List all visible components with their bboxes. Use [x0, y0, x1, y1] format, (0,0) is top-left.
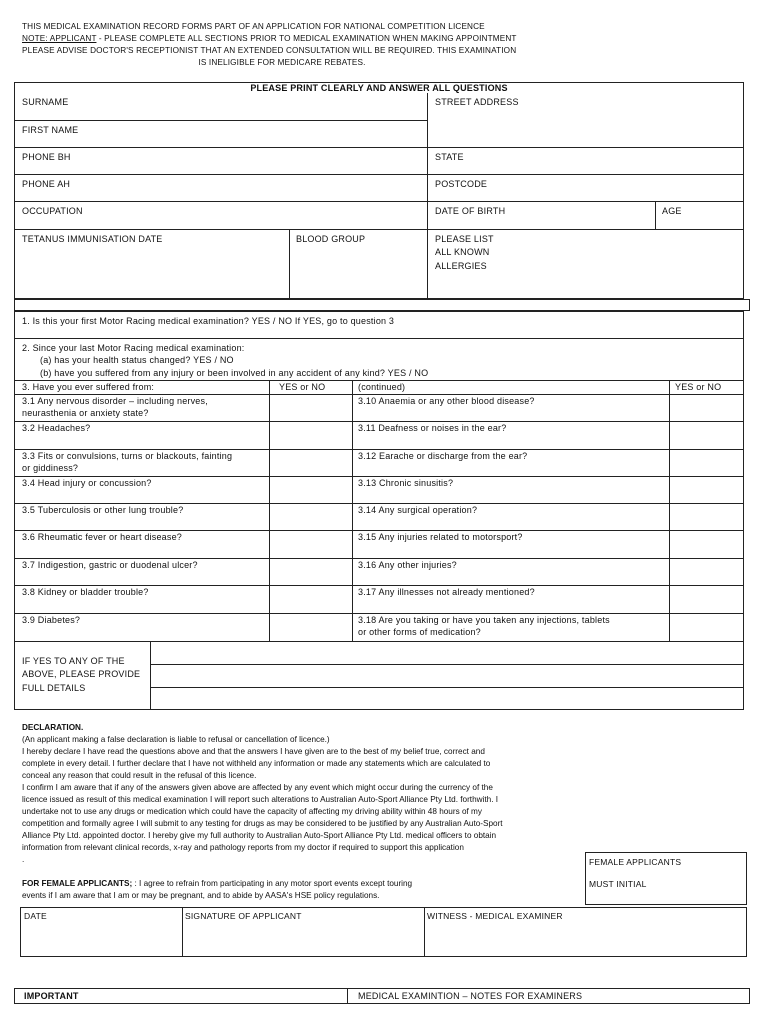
allergies-label-1[interactable]: PLEASE LIST: [435, 234, 494, 244]
surname-label[interactable]: SURNAME: [22, 97, 69, 107]
answer-cell-right[interactable]: [670, 477, 743, 502]
question-left-text: 3.7 Indigestion, gastric or duodenal ulcer?: [22, 560, 198, 570]
declaration-line: information from relevant clinical records, x-ray and pathology reports from my doctor if required to support this application: [22, 843, 464, 852]
question-left-text: 3.5 Tuberculosis or other lung trouble?: [22, 505, 184, 515]
answer-cell-left[interactable]: [270, 450, 351, 475]
blood-group-label[interactable]: BLOOD GROUP: [296, 234, 366, 244]
question-left-text: 3.6 Rheumatic fever or heart disease?: [22, 532, 182, 542]
declaration-line: licence issued as result of this medical examination I will report such alterations to Australian Auto-Sport Alliance Pty Ltd. forthwith. I: [22, 795, 499, 804]
female-applicants-text-1: : I agree to refrain from participating in any motor sport events except touring: [132, 879, 413, 888]
header-line-1: THIS MEDICAL EXAMINATION RECORD FORMS PART OF AN APPLICATION FOR NATIONAL COMPETITION LICENCE: [22, 22, 485, 31]
grid-row-line: [14, 449, 744, 450]
important-label: IMPORTANT: [24, 991, 79, 1001]
allergies-label-3: ALLERGIES: [435, 261, 487, 271]
question-right-text: 3.12 Earache or discharge from the ear?: [358, 451, 528, 461]
declaration-line: conceal any reason that could result in the refusal of this licence.: [22, 771, 257, 780]
female-applicants-text-2: events if I am aware that I am or may be pregnant, and to abide by AASA's HSE policy regulations.: [22, 891, 380, 900]
state-label[interactable]: STATE: [435, 152, 464, 162]
answer-cell-left[interactable]: [270, 477, 351, 502]
declaration-title: DECLARATION.: [22, 723, 84, 732]
answer-cell-left[interactable]: [270, 504, 351, 529]
declaration-line: competition and formally agree I will submit to any testing for drugs as may be considered to be justified by any Australian Auto-Sport: [22, 819, 503, 828]
question-right-text: 3.14 Any surgical operation?: [358, 505, 478, 515]
signature-box: [20, 907, 747, 957]
note-label: NOTE: APPLICANT: [22, 34, 97, 43]
grid-row-line: [14, 421, 744, 422]
declaration-line: I hereby declare I have read the questions above and that the answers I have given are to the best of my belief true, correct and: [22, 747, 485, 756]
declaration-line: Alliance Pty Ltd. appointed doctor. I hereby give my full authority to Australian Auto-Sport Alliance Pty Ltd. medical officers to obtain: [22, 831, 497, 840]
grid-row-line: [14, 613, 744, 614]
question-right-text: or other forms of medication?: [358, 627, 481, 637]
declaration-line: undertake not to use any drugs or medication which could have the capacity of affecting my driving ability within 48 hours of my: [22, 807, 482, 816]
declaration-line: I confirm I am aware that if any of the answers given above are affected by any event which might occur during the currency of the: [22, 783, 493, 792]
header-line-3: PLEASE ADVISE DOCTOR'S RECEPTIONIST THAT AN EXTENDED CONSULTATION WILL BE REQUIRED. THIS EXAMINATION: [22, 46, 517, 55]
spacer-strip: [14, 299, 750, 311]
answer-cell-left[interactable]: [270, 422, 351, 448]
answer-cell-right[interactable]: [670, 586, 743, 612]
details-line-3[interactable]: [152, 688, 742, 709]
question-right-text: 3.18 Are you taking or have you taken any injections, tablets: [358, 615, 610, 625]
street-address-label[interactable]: STREET ADDRESS: [435, 97, 519, 107]
header-line-4: IS INELIGIBLE FOR MEDICARE REBATES.: [198, 58, 366, 67]
answer-cell-right[interactable]: [670, 614, 743, 640]
question-left-text: or giddiness?: [22, 463, 79, 473]
answer-cell-left[interactable]: [270, 586, 351, 612]
details-line-2[interactable]: [152, 665, 742, 686]
postcode-label[interactable]: POSTCODE: [435, 179, 488, 189]
question-1[interactable]: 1. Is this your first Motor Racing medical examination? YES / NO If YES, go to question 3: [22, 316, 395, 326]
female-applicants-heading: FOR FEMALE APPLICANTS;: [22, 879, 133, 888]
date-field-label[interactable]: DATE: [24, 911, 47, 921]
dob-label[interactable]: DATE OF BIRTH: [435, 206, 506, 216]
allergies-label-2: ALL KNOWN: [435, 247, 490, 257]
occupation-label[interactable]: OCCUPATION: [22, 206, 83, 216]
grid-row-line: [14, 558, 744, 559]
header-line-2: [22, 34, 542, 43]
answer-cell-right[interactable]: [670, 559, 743, 584]
tetanus-label[interactable]: TETANUS IMMUNISATION DATE: [22, 234, 163, 244]
question-right-text: 3.15 Any injuries related to motorsport?: [358, 532, 523, 542]
answer-cell-left[interactable]: [270, 395, 351, 420]
phone-ah-label[interactable]: PHONE AH: [22, 179, 71, 189]
question-left-text: 3.2 Headaches?: [22, 423, 91, 433]
yes-no-header-right: YES or NO: [675, 382, 722, 392]
grid-divider: [352, 380, 353, 641]
question-right-text: 3.11 Deafness or noises in the ear?: [358, 423, 507, 433]
signature-field-label[interactable]: SIGNATURE OF APPLICANT: [185, 911, 302, 921]
must-initial-label: MUST INITIAL: [589, 879, 647, 889]
answer-cell-left[interactable]: [270, 614, 351, 640]
question-left-text: 3.1 Any nervous disorder – including nerves,: [22, 396, 208, 406]
grid-row-line: [14, 476, 744, 477]
answer-cell-right[interactable]: [670, 531, 743, 557]
question-left-text: 3.3 Fits or convulsions, turns or blackouts, fainting: [22, 451, 233, 461]
question-2b[interactable]: (b) have you suffered from any injury or been involved in any accident of any kind? YES / NO: [40, 368, 429, 378]
details-label-2: ABOVE, PLEASE PROVIDE: [22, 669, 141, 679]
female-applicants-text: [22, 879, 412, 888]
form-instruction: PLEASE PRINT CLEARLY AND ANSWER ALL QUESTIONS: [250, 83, 508, 93]
grid-row-line: [14, 503, 744, 504]
question-right-text: 3.17 Any illnesses not already mentioned?: [358, 587, 535, 597]
declaration-line: (An applicant making a false declaration is liable to refusal or cancellation of licence.): [22, 735, 330, 744]
answer-cell-left[interactable]: [270, 559, 351, 584]
phone-bh-label[interactable]: PHONE BH: [22, 152, 71, 162]
note-text: - PLEASE COMPLETE ALL SECTIONS PRIOR TO MEDICAL EXAMINATION WHEN MAKING APPOINTMENT: [96, 34, 517, 43]
answer-cell-right[interactable]: [670, 395, 743, 420]
female-applicants-label: FEMALE APPLICANTS: [589, 857, 682, 867]
declaration-dot: .: [22, 855, 25, 864]
answer-cell-left[interactable]: [270, 531, 351, 557]
details-label-1: IF YES TO ANY OF THE: [22, 656, 125, 666]
question-left-text: 3.4 Head injury or concussion?: [22, 478, 152, 488]
declaration-line: complete in every detail. I further declare that I have not withheld any information or made any statements which are calculated to: [22, 759, 491, 768]
question-3: 3. Have you ever suffered from:: [22, 382, 155, 392]
yes-no-header-left: YES or NO: [279, 382, 326, 392]
answer-cell-right[interactable]: [670, 504, 743, 529]
answer-cell-right[interactable]: [670, 422, 743, 448]
continued-label: (continued): [358, 382, 406, 392]
first-name-label[interactable]: FIRST NAME: [22, 125, 79, 135]
question-right-text: 3.16 Any other injuries?: [358, 560, 457, 570]
question-left-text: neurasthenia or anxiety state?: [22, 408, 149, 418]
details-label-3: FULL DETAILS: [22, 683, 86, 693]
grid-row-line: [14, 530, 744, 531]
question-left-text: 3.9 Diabetes?: [22, 615, 81, 625]
age-label[interactable]: AGE: [662, 206, 682, 216]
details-line-1[interactable]: [152, 642, 742, 663]
question-right-text: 3.10 Anaemia or any other blood disease?: [358, 396, 535, 406]
answer-cell-right[interactable]: [670, 450, 743, 475]
examiner-notes-label: MEDICAL EXAMINTION – NOTES FOR EXAMINERS: [358, 991, 583, 1001]
question-2a[interactable]: (a) has your health status changed? YES / NO: [40, 355, 234, 365]
grid-row-line: [14, 585, 744, 586]
witness-field-label[interactable]: WITNESS - MEDICAL EXAMINER: [427, 911, 563, 921]
question-right-text: 3.13 Chronic sinusitis?: [358, 478, 454, 488]
question-2: 2. Since your last Motor Racing medical examination:: [22, 343, 245, 353]
personal-details-box: [14, 82, 744, 299]
question-left-text: 3.8 Kidney or bladder trouble?: [22, 587, 149, 597]
